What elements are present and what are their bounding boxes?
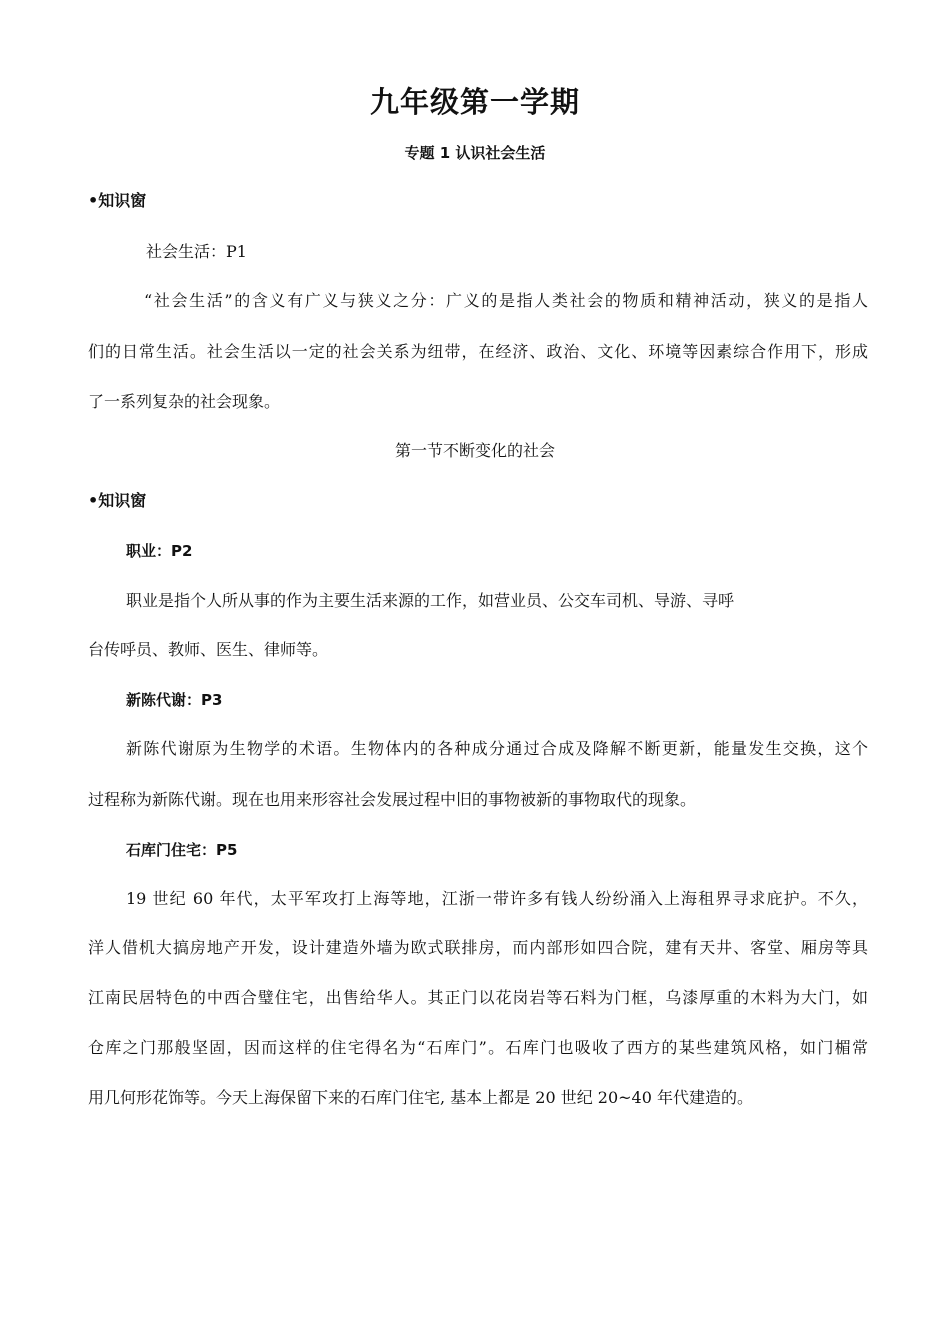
knowledge-window-heading: •知识窗 (88, 491, 147, 510)
para-line: 们的日常生活。社会生活以一定的社会关系为纽带，在经济、政治、文化、环境等因素综合作用下，形成 (88, 342, 868, 361)
para-line: “社会生活”的含义有广义与狭义之分：广义的是指人类社会的物质和精神活动，狭义的是指人 (144, 291, 868, 310)
term-social-life: 社会生活：P1 (146, 242, 247, 261)
para-line: 洋人借机大搞房地产开发，设计建造外墙为欧式联排房，而内部形如四合院，建有天井、客堂、厢房等具 (88, 938, 868, 957)
para-line: 用几何形花饰等。今天上海保留下来的石库门住宅, 基本上都是 20 世纪 20~40 年代建造的。 (88, 1088, 754, 1107)
term-metabolism: 新陈代谢：P3 (126, 691, 223, 709)
page-title: 九年级第一学期 (369, 85, 580, 119)
para-line: 新陈代谢原为生物学的术语。生物体内的各种成分通过合成及降解不断更新，能量发生交换，这个 (126, 739, 868, 758)
term-career: 职业：P2 (126, 542, 193, 560)
para-line: 江南民居特色的中西合璧住宅，出售给华人。其正门以花岗岩等石料为门框，乌漆厚重的木料为大门，如 (88, 988, 868, 1007)
term-shikumen: 石库门住宅：P5 (126, 841, 238, 859)
chapter-title: 第一节不断变化的社会 (394, 441, 555, 460)
para-line: 台传呼员、教师、医生、律师等。 (88, 640, 329, 659)
topic-subtitle: 专题 1 认识社会生活 (404, 144, 546, 162)
para-line: 职业是指个人所从事的作为主要生活来源的工作，如营业员、公交车司机、导游、寻呼 (126, 591, 735, 610)
knowledge-window-heading: •知识窗 (88, 191, 147, 210)
para-line: 19 世纪 60 年代，太平军攻打上海等地，江浙一带许多有钱人纷纷涌入上海租界寻求庇护。不久， (126, 889, 868, 908)
para-line: 仓库之门那般坚固，因而这样的住宅得名为“石库门”。石库门也吸收了西方的某些建筑风格，如门楣常 (88, 1038, 868, 1057)
para-line: 过程称为新陈代谢。现在也用来形容社会发展过程中旧的事物被新的事物取代的现象。 (88, 790, 697, 809)
para-line: 了一系列复杂的社会现象。 (88, 392, 281, 411)
